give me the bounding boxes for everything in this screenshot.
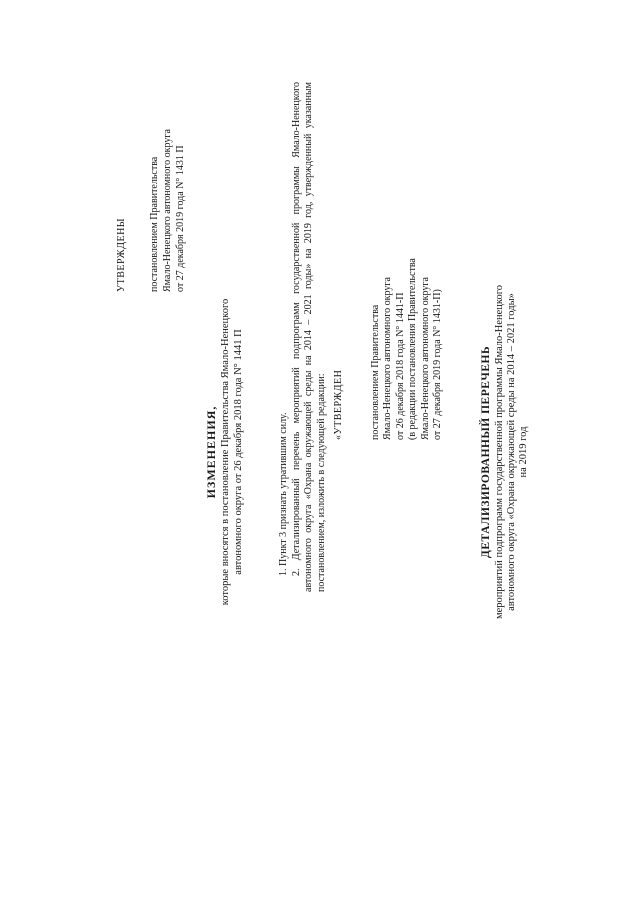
changes-title: ИЗМЕНЕНИЯ,	[204, 405, 218, 499]
approval-block	[333, 258, 445, 440]
changes-subtitle-line: автономного округа от 26 декабря 2018 года N° 1441 П	[233, 329, 244, 575]
approval-title: УТВЕРЖДЕНЫ	[116, 217, 127, 292]
approval-block-line: от 27 декабря 2019 года N° 1431-П)	[432, 289, 443, 440]
paragraph-2: 2. Детализированный перечень мероприятий подпрограмм государственной программы Ямало-Ненецкого автономного округа «Охрана окружающей среды на 2014 – 2021 годы» на 2019 год, утвержденный указанным постановлением, изложить в следующей редакции:	[290, 82, 327, 592]
detailed-list-subtitle-line: автономного округа «Охрана окружающей среды на 2014 – 2021 годы»	[506, 293, 517, 611]
changes-subtitle-line: которые вносятся в постановление Правительства Ямало-Ненецкого	[220, 298, 231, 606]
approval-block-line: Ямало-Ненецкого автономного округа	[419, 277, 431, 440]
approval-block-title: «УТВЕРЖДЕН	[333, 369, 344, 440]
paragraph-1: 1. Пункт 3 признать утратившим силу.	[278, 412, 289, 576]
approval-block-line: (в редакции постановления Правительства	[407, 258, 418, 440]
detailed-list-subtitle-line: мероприятий подпрограмм государственной программы Ямало-Ненецкого	[494, 284, 505, 620]
approval-stamp	[115, 129, 187, 292]
approval-line: Ямало-Ненецкого автономного округа	[162, 129, 173, 292]
approval-line: от 27 декабря 2019 года N° 1431 П	[175, 145, 186, 292]
approval-block-line: постановлением Правительства	[369, 304, 381, 440]
document-page	[10, 2, 630, 902]
approval-block-line: Ямало-Ненецкого автономного округа	[382, 277, 393, 440]
approval-block-line: от 26 декабря 2018 года N° 1441-П	[394, 292, 406, 440]
detailed-list-heading	[480, 2, 530, 902]
document-body	[278, 82, 328, 592]
detailed-list-subtitle-line: на 2019 год	[518, 426, 529, 478]
changes-heading	[205, 2, 245, 902]
detailed-list-title: ДЕТАЛИЗИРОВАННЫЙ ПЕРЕЧЕНЬ	[480, 345, 492, 559]
approval-line: постановлением Правительства	[149, 156, 160, 292]
